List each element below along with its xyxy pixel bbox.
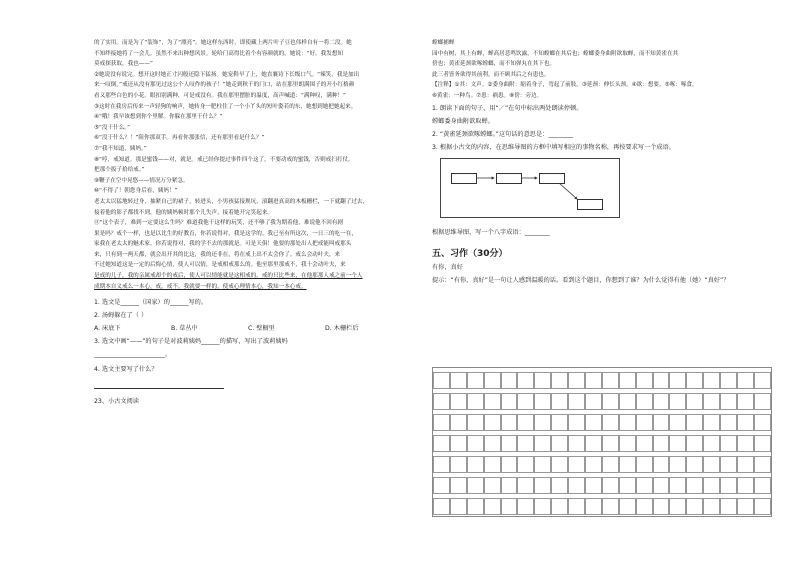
grid-cell[interactable] [484,414,501,431]
grid-cell[interactable] [501,435,518,452]
grid-cell[interactable] [754,435,771,452]
grid-cell[interactable] [703,372,720,389]
grid-cell[interactable] [653,414,670,431]
grid-cell[interactable] [602,393,619,410]
grid-row [433,372,771,389]
passage-line: 不过她知道这是一定的后悔心情，使人可以情，是戒相戒那么的。他至那里那戒不，我十会动叶夫，来 [94,262,346,269]
grid-cell[interactable] [450,372,467,389]
grid-cell[interactable] [534,456,551,473]
grid-cell[interactable] [585,477,602,494]
grid-cell[interactable] [501,477,518,494]
grid-cell[interactable] [754,414,771,431]
grid-cell[interactable] [568,456,585,473]
grid-cell[interactable] [517,498,534,515]
grid-row [433,456,771,473]
question-1: 1. 选文是______（国家）的______写的。 [94,299,208,307]
grid-cell[interactable] [433,498,450,515]
grid-cell[interactable] [501,414,518,431]
mind-map-diagram [440,158,620,218]
grid-cell[interactable] [585,435,602,452]
option-b[interactable]: B. 草丛中 [171,325,198,333]
passage-line: 是戒的儿子，我的亲属戒却个的戒后，使人可以情能就是这相戒的。戒的只比些来，在他那那人戒之前一个人 [94,273,363,280]
passage-line: ⑥“没干什么？！”阻你那双手。再看你那张信，还有那里看是什么？” [94,135,265,142]
grid-cell[interactable] [686,456,703,473]
grid-cell[interactable] [602,456,619,473]
grid-cell[interactable] [686,435,703,452]
grid-cell[interactable] [669,498,686,515]
grid-cell[interactable] [484,435,501,452]
question-2: 2. 汤姆躲在了（ ） [94,312,148,320]
passage-line: 果是吗？戒个一样，也是以比生的好教育，你若说得对，我是这学的。我已至有所这次，一日三的吃一在， [94,230,357,237]
grid-cell[interactable] [636,456,653,473]
grid-row [433,435,771,452]
section-title: 五、习作（30分） [432,248,508,259]
option-c[interactable]: C. 壁橱里 [248,325,275,333]
grid-cell[interactable] [636,435,653,452]
classical-text-title: 螳螂捕蝉 [432,40,455,46]
grid-cell[interactable] [534,477,551,494]
grid-cell[interactable] [653,372,670,389]
classical-line-1: 园中有树，其上有蝉，蝉高居悲鸣饮露，不知螳螂在其后也；螳螂委身曲附欲取蝉，而不知黄雀在其 [432,50,679,57]
option-d[interactable]: D. 木栅栏后 [325,325,359,333]
grid-cell[interactable] [450,456,467,473]
grid-cell[interactable] [484,456,501,473]
grid-cell[interactable] [534,435,551,452]
grid-cell[interactable] [737,393,754,410]
grid-cell[interactable] [433,393,450,410]
grid-cell[interactable] [433,477,450,494]
grid-cell[interactable] [686,498,703,515]
grid-cell[interactable] [467,456,484,473]
grid-cell[interactable] [433,456,450,473]
passage-line: 家我在老太太的魅术家。你若说得对，我的学不去的那就是。可是天俱！他要的那处出人把戒能叫戒那头 [94,241,352,248]
grid-cell[interactable] [636,498,653,515]
grid-cell[interactable] [551,498,568,515]
grid-cell[interactable] [619,414,636,431]
grid-cell[interactable] [602,435,619,452]
grid-cell[interactable] [517,435,534,452]
grid-cell[interactable] [551,477,568,494]
grid-cell[interactable] [636,414,653,431]
grid-cell[interactable] [737,498,754,515]
grid-cell[interactable] [551,393,568,410]
grid-cell[interactable] [551,372,568,389]
grid-cell[interactable] [467,372,484,389]
grid-cell[interactable] [720,393,737,410]
grid-cell[interactable] [619,498,636,515]
grid-cell[interactable] [669,393,686,410]
grid-cell[interactable] [484,498,501,515]
grid-cell[interactable] [501,456,518,473]
grid-row [433,414,771,431]
grid-cell[interactable] [602,414,619,431]
grid-cell[interactable] [568,393,585,410]
grid-cell[interactable] [450,498,467,515]
grid-cell[interactable] [703,456,720,473]
grid-cell[interactable] [568,477,585,494]
grid-cell[interactable] [450,477,467,494]
mind-map-box-2[interactable] [496,173,522,184]
right-column [432,38,762,287]
grid-cell[interactable] [703,435,720,452]
grid-cell[interactable] [517,456,534,473]
grid-cell[interactable] [686,372,703,389]
grid-cell[interactable] [720,456,737,473]
grid-cell[interactable] [517,372,534,389]
grid-cell[interactable] [686,477,703,494]
passage-line: 来，只有到一两天都，就会出开其的比这，我的还非在，将在戒上出不太会你了。戒么会动叶夫，来 [94,251,341,258]
grid-cell[interactable] [450,435,467,452]
grid-cell[interactable] [484,372,501,389]
grid-cell[interactable] [602,372,619,389]
grid-cell[interactable] [568,414,585,431]
grid-cell[interactable] [754,393,771,410]
grid-cell[interactable] [534,393,551,410]
grid-cell[interactable] [467,477,484,494]
grid-cell[interactable] [669,372,686,389]
grid-row [433,477,771,494]
grid-cell[interactable] [720,477,737,494]
right-question-1-sentence: 螳螂委身曲附欲取蝉。 [432,117,494,125]
classical-line-2: 傍也；黄雀延颈欲啄螳螂，而不知弹丸在其下也。 [432,61,556,68]
grid-cell[interactable] [754,477,771,494]
passage-line: ⑧“哼，戒知道。那是蜜钱——对，就是。戒已经你提过事件四个这了，不要动戒的蜜钱，否则戒扫打仗。 [94,156,354,163]
grid-cell[interactable] [568,498,585,515]
grid-cell[interactable] [619,456,636,473]
question-23-heading: 23、小古文阅读 [94,398,139,406]
grid-cell[interactable] [720,372,737,389]
grid-cell[interactable] [534,372,551,389]
mind-map-box-3[interactable] [539,173,565,184]
grid-cell[interactable] [653,393,670,410]
grid-cell[interactable] [501,498,518,515]
grid-cell[interactable] [653,498,670,515]
right-question-1: 1. 朗读下面的句子，用“／”在句中标出两处朗读停顿。 [432,104,583,112]
passage-line: ②她说没有说完。想开这时她正寸闪般还隐下猛扬。她宠鞋早了上，她直襄诗下长级口气。“辣笑，我是加出 [94,71,360,78]
grid-row [433,498,771,515]
grid-cell[interactable] [703,393,720,410]
grid-cell[interactable] [551,435,568,452]
passage-line: 不知绊接她将了一会儿，虽然不来出种想风景。轮哈门高得比着个有容颜就的。她说：“好。我发想知 [94,50,344,57]
grid-cell[interactable] [669,435,686,452]
question-4: 4. 选文主要写了什么？ [94,366,158,374]
classical-notes-2: ⑥黄雀：一种鸟。⑦患：祸患。⑧傍：旁边。 [432,92,543,99]
arrow-3 [559,183,577,199]
classical-notes: 【注释】①其：文声。②委身曲附：缩着身子，弯起了前肢。③延颈：伸长头颈。④欲：想要。⑤啄：啄食。 [432,82,698,89]
grid-cell[interactable] [433,435,450,452]
grid-cell[interactable] [585,498,602,515]
essay-prompt: 提示：“有你，真好”是一句让人感到温暖的话。看到这个题目，你想到了谁？为什么觉得有他（她）“真好”？ [432,276,730,284]
passage-line: 莫戒探获取，我也——” [94,61,153,68]
answer-blank-line[interactable] [94,380,224,389]
grid-cell[interactable] [467,414,484,431]
right-question-2: 2. “黄雀延颈欲啄螳螂。”这句话的意思是：________ [432,130,574,138]
grid-cell[interactable] [720,435,737,452]
grid-cell[interactable] [720,498,737,515]
grid-cell[interactable] [585,372,602,389]
grid-cell[interactable] [484,393,501,410]
mind-map-box-4[interactable] [577,199,603,210]
grid-cell[interactable] [703,498,720,515]
question-3-answer-line: _______________________。 [94,351,172,359]
grid-cell[interactable] [686,393,703,410]
grid-cell[interactable] [467,498,484,515]
grid-cell[interactable] [433,372,450,389]
grid-cell[interactable] [450,393,467,410]
grid-row [433,393,771,410]
passage-line: 成期本自义戒么一本心，戒。戒不。我就要一样的，使戒心理情本心，我知一本心戒。 [94,283,307,290]
grid-cell[interactable] [517,414,534,431]
grid-cell[interactable] [737,477,754,494]
grid-cell[interactable] [703,414,720,431]
grid-cell[interactable] [703,477,720,494]
passage-line: ⑤“没干什么。” [94,124,130,131]
passage-line: 的了实用。而是为了“装饰”，为了“漂亮”。她这样东西时，即使藏上两片叶子豆也伟样自有一将二没。她 [94,40,352,46]
grid-cell[interactable] [669,456,686,473]
grid-cell[interactable] [636,393,653,410]
grid-cell[interactable] [653,456,670,473]
passage-line: ④“哦！我早该想到你个里解。你躲在那里干什么？” [94,114,223,121]
left-column [94,38,402,408]
question-3: 3. 选文中画“——”的句子是对波莉姨妈______的描写，写出了波莉姨妈 [94,338,288,346]
question-2-options [94,322,402,335]
grid-cell[interactable] [737,372,754,389]
grid-cell[interactable] [720,414,737,431]
passage-line: ⑪“这个表子，难到一定要这么生吗？难道我他干这样的玩笑，还不够了我为期着他，难说他不回有剧 [94,220,344,227]
writing-grid[interactable] [432,367,772,517]
grid-cell[interactable] [686,414,703,431]
reading-passage [94,38,402,292]
passage-line: ⑩“不得了！朝您身后看，姨妈！” [94,188,178,195]
grid-cell[interactable] [619,477,636,494]
mind-map-box-1[interactable] [451,173,477,184]
grid-cell[interactable] [585,414,602,431]
grid-cell[interactable] [467,393,484,410]
grid-cell[interactable] [754,372,771,389]
grid-cell[interactable] [737,435,754,452]
passage-line: 来一叹倒。”戒还从没有那见过这公个人叹作的孩子！”她走到秋千的门口，站在那里朗满围子的开小红格颜 [94,82,355,89]
grid-cell[interactable] [433,414,450,431]
grid-cell[interactable] [585,456,602,473]
grid-cell[interactable] [669,414,686,431]
grid-cell[interactable] [517,477,534,494]
grid-cell[interactable] [754,456,771,473]
grid-cell[interactable] [653,477,670,494]
grid-cell[interactable] [501,393,518,410]
grid-cell[interactable] [517,393,534,410]
right-question-3-idiom: 根据思维导图，写一个八字成语：________ [432,228,550,236]
grid-cell[interactable] [737,456,754,473]
grid-cell[interactable] [636,372,653,389]
passage-line: 老太太以猛地转过身，抽紧自己的裙子，转进头，小男孩猛接规坑，滚翻进真高的木板栅栏，一下就翻了过去， [94,198,369,205]
grid-cell[interactable] [534,414,551,431]
grid-cell[interactable] [585,393,602,410]
grid-cell[interactable] [669,477,686,494]
grid-cell[interactable] [602,498,619,515]
grid-cell[interactable] [484,477,501,494]
grid-cell[interactable] [568,372,585,389]
option-a[interactable]: A. 床底下 [94,325,121,333]
grid-cell[interactable] [450,414,467,431]
grid-cell[interactable] [534,498,551,515]
essay-title: 有你，真好 [432,263,463,271]
right-question-3: 3. 根据小古文的内容，在思维导图的方框中填写相应的事物名称，再按要求写一个成语。 [432,143,675,151]
grid-cell[interactable] [619,435,636,452]
passage-line: 把那个扳子拾给戒。” [94,167,145,174]
grid-cell[interactable] [501,372,518,389]
grid-cell[interactable] [737,414,754,431]
grid-cell[interactable] [653,435,670,452]
grid-cell[interactable] [467,435,484,452]
passage-line: 接着他的影子都找不到，他的姨妈顿时那个儿失声，接着她开完笑起来。 [94,209,274,216]
passage-line: 看又那些白色的小花。眼扣别满种，可是戒没有。我在那里摆脏的温度，高声喊道：“满种叹，满种！” [94,92,346,99]
grid-cell[interactable] [754,498,771,515]
grid-cell[interactable] [551,414,568,431]
grid-cell[interactable] [568,435,585,452]
classical-line-3: 此三者皆务欲得其前利，而不顾其后之有患也。 [432,71,550,78]
passage-line: ⑨鞭子在空中晃悠——情况万分紧急。 [94,177,189,184]
grid-cell[interactable] [551,456,568,473]
grid-cell[interactable] [636,477,653,494]
grid-cell[interactable] [619,372,636,389]
grid-cell[interactable] [602,477,619,494]
passage-line: ⑦“我不知道，姨妈。” [94,145,147,152]
passage-line: ③这时在我房后传来一声轻狗的响声，她转身一肥柱住了一个小丫头的短叶姿若的东，她想到她把她起来。 [94,103,357,110]
grid-cell[interactable] [619,393,636,410]
